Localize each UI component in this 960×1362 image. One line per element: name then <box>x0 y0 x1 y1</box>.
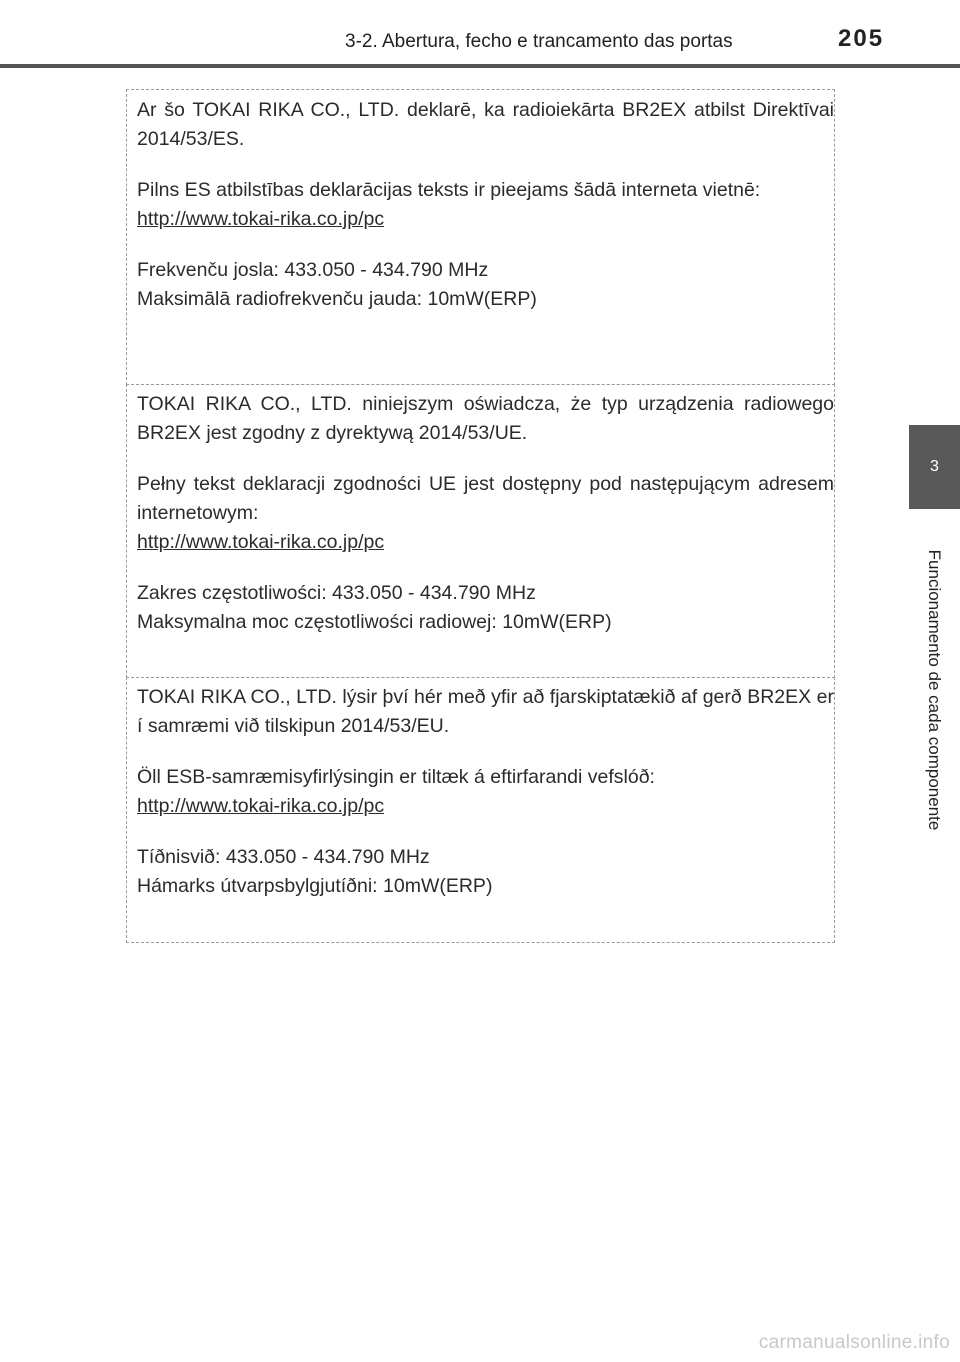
max-power: Hámarks útvarpsbylgjutíðni: 10mW(ERP) <box>137 875 493 897</box>
full-text-note: Pełny tekst deklaracji zgodności UE jest dostępny pod następującym adresem internetowym: <box>137 473 834 524</box>
chapter-tab <box>909 425 960 509</box>
declaration-link[interactable]: http://www.tokai-rika.co.jp/pc <box>137 208 385 230</box>
frequency-band: Frekvenču josla: 433.050 - 434.790 MHz <box>137 259 489 281</box>
chapter-number: 3 <box>930 458 939 475</box>
declaration-statement: TOKAI RIKA CO., LTD. lýsir því hér með yfir að fjarskiptatækið af gerð BR2EX er í samræmi við tilskipun 2014/53/EU. <box>137 686 834 737</box>
declaration-statement: Ar šo TOKAI RIKA CO., LTD. deklarē, ka radioiekārta BR2EX atbilst Direktīvai 2014/53/ES. <box>137 99 834 150</box>
page-number: 205 <box>838 25 885 52</box>
declaration-link[interactable]: http://www.tokai-rika.co.jp/pc <box>137 531 385 553</box>
frequency-band: Zakres częstotliwości: 433.050 - 434.790 MHz <box>137 582 536 604</box>
frequency-band: Tíðnisvið: 433.050 - 434.790 MHz <box>137 846 430 868</box>
declaration-polish <box>126 384 835 678</box>
full-text-note: Pilns ES atbilstības deklarācijas teksts ir pieejams šādā interneta vietnē: <box>137 179 761 201</box>
max-power: Maksymalna moc częstotliwości radiowej: 10mW(ERP) <box>137 611 612 633</box>
section-title: 3-2. Abertura, fecho e trancamento das portas <box>345 31 733 52</box>
max-power: Maksimālā radiofrekvenču jauda: 10mW(ERP) <box>137 288 537 310</box>
full-text-note: Öll ESB-samræmisyfirlýsingin er tiltæk á eftirfarandi vefslóð: <box>137 766 655 788</box>
declaration-link[interactable]: http://www.tokai-rika.co.jp/pc <box>137 795 385 817</box>
declaration-statement: TOKAI RIKA CO., LTD. niniejszym oświadcza, że typ urządzenia radiowego BR2EX jest zgodny z dyrektywą 2014/53/UE. <box>137 393 834 444</box>
declaration-latvian <box>126 89 835 385</box>
chapter-title: Funcionamento de cada componente <box>925 549 944 831</box>
declaration-icelandic <box>126 677 835 943</box>
header-rule <box>0 64 960 68</box>
watermark: carmanualsonline.info <box>758 1332 950 1353</box>
